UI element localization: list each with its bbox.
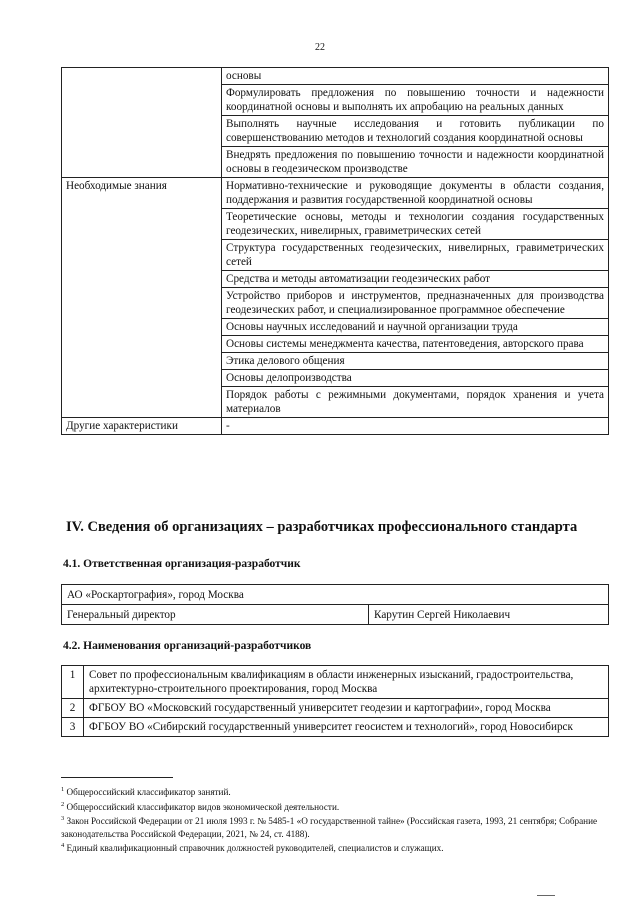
section-title: IV. Сведения об организациях – разработчиках профессионального стандарта: [66, 519, 578, 535]
developer-number: 2: [62, 699, 84, 718]
developer-number: 1: [62, 666, 84, 699]
row-item: Средства и методы автоматизации геодезических работ: [222, 271, 609, 288]
row-label: Необходимые знания: [62, 178, 222, 418]
footnote-text: Общероссийский классификатор занятий.: [66, 787, 231, 798]
footnote: [61, 784, 609, 799]
footnote-text: Общероссийский классификатор видов экономической деятельности.: [66, 801, 340, 812]
responsible-position: Генеральный директор: [62, 605, 369, 625]
footnote-text: Единый квалификационный справочник должностей руководителей, специалистов и служащих.: [66, 843, 444, 854]
row-item: Этика делового общения: [222, 353, 609, 370]
row-item: Структура государственных геодезических, нивелирных, гравиметрических сетей: [222, 240, 609, 271]
page-number: 22: [315, 42, 325, 53]
footnote-number: 3: [61, 815, 65, 823]
row-item: Основы системы менеджмента качества, патентоведения, авторского права: [222, 336, 609, 353]
table-row: [62, 666, 609, 699]
responsible-org: АО «Роскартография», город Москва: [62, 585, 609, 605]
table-row: [62, 699, 609, 718]
footnote: [61, 799, 609, 814]
row-item: Порядок работы с режимными документами, порядок хранения и учета материалов: [222, 387, 609, 418]
table-row: [62, 418, 609, 435]
row-item: Теоретические основы, методы и технологии создания государственных геодезических, нивелирных, гравиметрических сетей: [222, 209, 609, 240]
table-row: [62, 178, 609, 209]
table-row: [62, 585, 609, 605]
row-item: Формулировать предложения по повышению точности и надежности координатной основы и выполнять их апробацию на реальных данных: [222, 85, 609, 116]
developers-heading: 4.2. Наименования организаций-разработчиков: [63, 640, 312, 652]
table-row: [62, 605, 609, 625]
row-item: Основы делопроизводства: [222, 370, 609, 387]
developer-name: ФГБОУ ВО «Сибирский государственный университет геосистем и технологий», город Новосибирск: [84, 718, 609, 737]
row-label: [62, 68, 222, 178]
footnote: [61, 813, 609, 840]
row-item: Нормативно-технические и руководящие документы в области создания, поддержания и развития государственной координатной основы: [222, 178, 609, 209]
footnote-number: 4: [61, 842, 65, 850]
responsible-org-table: [61, 584, 609, 625]
developer-name: Совет по профессиональным квалификациям в области инженерных изысканий, градостроительства, архитектурно-строительного проектирования, город Москва: [84, 666, 609, 699]
footnote-divider: [61, 777, 173, 778]
row-item: Внедрять предложения по повышению точности и надежности координатной основы в геодезическом производстве: [222, 147, 609, 178]
row-label: Другие характеристики: [62, 418, 222, 435]
footnote-number: 2: [61, 800, 65, 808]
developer-number: 3: [62, 718, 84, 737]
footnote: [61, 840, 609, 855]
row-item: основы: [222, 68, 609, 85]
table-row: [62, 68, 609, 85]
main-table: [61, 67, 609, 435]
responsible-heading: 4.1. Ответственная организация-разработчик: [63, 558, 301, 570]
row-item: Основы научных исследований и научной организации труда: [222, 319, 609, 336]
row-item: -: [222, 418, 609, 435]
table-row: [62, 718, 609, 737]
developer-name: ФГБОУ ВО «Московский государственный университет геодезии и картографии», город Москва: [84, 699, 609, 718]
row-item: Выполнять научные исследования и готовить публикации по совершенствованию методов и технологий создания координатной основы: [222, 116, 609, 147]
page-mark: [537, 895, 555, 896]
row-item: Устройство приборов и инструментов, предназначенных для производства геодезических работ, и специализированное программное обеспечение: [222, 288, 609, 319]
footnotes: [61, 784, 609, 855]
developers-table: [61, 665, 609, 737]
footnote-number: 1: [61, 786, 65, 793]
footnote-text: Закон Российской Федерации от 21 июля 1993 г. № 5485-1 «О государственной тайне» (Российская газета, 1993, 21 сентября; Собрание законодательства Российской Федерации, 2021, № 24, ст. 4188).: [61, 816, 598, 839]
responsible-person: Карутин Сергей Николаевич: [369, 605, 609, 625]
